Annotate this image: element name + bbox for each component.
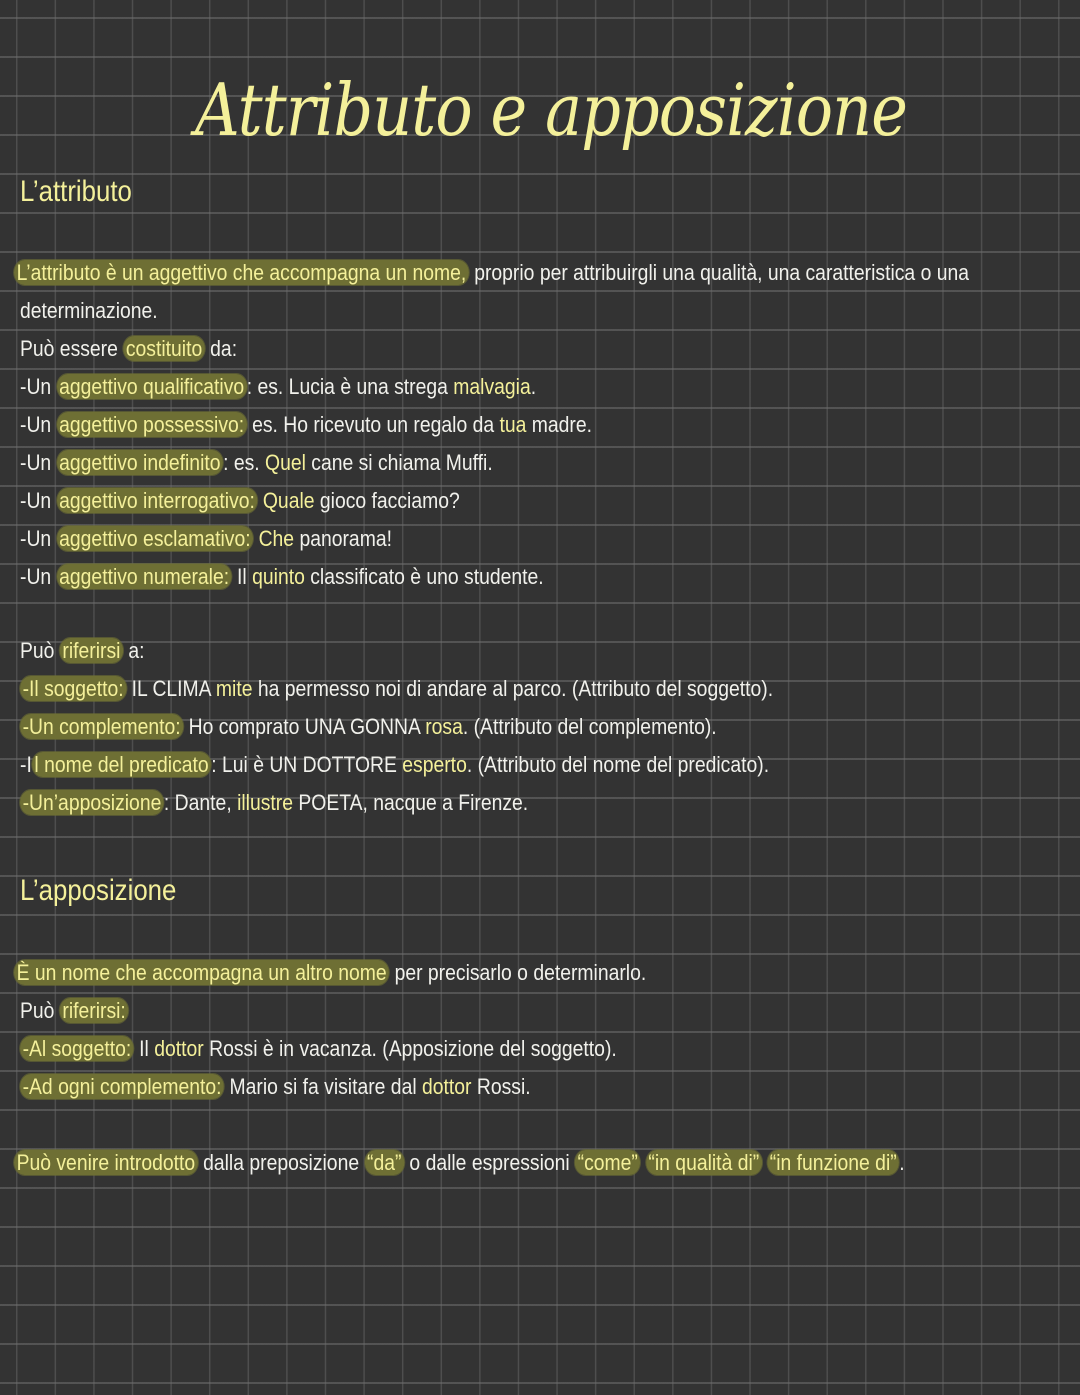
ref-nome-predicato	[20, 750, 769, 780]
section-heading-apposizione: L’apposizione	[20, 874, 177, 907]
highlighted-text: aggettivo esclamativo:	[57, 526, 254, 551]
highlighted-text: riferirsi:	[60, 998, 129, 1023]
text-span: Il	[231, 564, 253, 589]
attributo-definition-cont: determinazione.	[20, 298, 158, 323]
text-span: -Un	[20, 450, 57, 475]
text-span: -Un	[20, 564, 57, 589]
example-word: illustre	[237, 790, 293, 815]
text-span: -Un	[20, 412, 57, 437]
highlighted-text: l nome del predicato	[32, 752, 211, 777]
type-possessivo	[20, 410, 592, 440]
highlighted-text: È un nome che accompagna un altro nome	[14, 960, 389, 985]
text-span: Ho comprato UNA GONNA	[183, 714, 426, 739]
text-span: IL CLIMA	[126, 676, 216, 701]
ref-complemento	[20, 712, 717, 742]
highlighted-text: aggettivo indefinito	[57, 450, 224, 475]
text-span: per precisarlo o determinarlo.	[389, 960, 647, 985]
text-span: Può essere	[20, 336, 124, 361]
app-ref-complemento	[20, 1072, 531, 1102]
text-span: Il	[133, 1036, 155, 1061]
highlighted-text: -Al soggetto:	[20, 1036, 134, 1061]
apposizione-introduction	[14, 1148, 905, 1178]
highlighted-text: “in funzione di”	[767, 1150, 899, 1175]
example-word: mite	[215, 676, 253, 701]
highlighted-text: -Ad ogni complemento:	[20, 1074, 224, 1099]
section-heading-attributo: L’attributo	[20, 175, 132, 208]
text-span: -Un	[20, 374, 57, 399]
type-numerale	[20, 562, 544, 592]
text-span: Può	[20, 638, 60, 663]
text-span: POETA, nacque a Firenze.	[292, 790, 529, 815]
example-word: quinto	[252, 564, 305, 589]
text-span: a:	[123, 638, 145, 663]
riferirsi-line	[20, 636, 145, 666]
highlighted-text: -Un’apposizione	[20, 790, 164, 815]
ref-apposizione	[20, 788, 528, 818]
highlighted-text: “da”	[364, 1150, 404, 1175]
highlighted-text: “in qualità di”	[646, 1150, 762, 1175]
type-esclamativo	[20, 524, 392, 554]
text-span: panorama!	[294, 526, 392, 551]
text-span: Può	[20, 998, 60, 1023]
ref-soggetto	[20, 674, 773, 704]
apposizione-definition	[14, 958, 646, 988]
type-indefinito	[20, 448, 493, 478]
text-span: -I	[20, 752, 32, 777]
text-span: dalla preposizione	[197, 1150, 365, 1175]
highlighted-text: “come”	[575, 1150, 640, 1175]
highlighted-text: aggettivo interrogativo:	[57, 488, 258, 513]
highlighted-text: Può venire introdotto	[14, 1150, 198, 1175]
text-span	[640, 1150, 645, 1175]
costituito-line	[20, 334, 237, 364]
example-word: tua	[499, 412, 527, 437]
text-span: . (Attributo del complemento).	[462, 714, 717, 739]
text-span: Mario si fa visitare dal	[224, 1074, 423, 1099]
text-span: : es.	[223, 450, 266, 475]
example-word: esperto	[402, 752, 467, 777]
text-span: cane si chiama Muffi.	[305, 450, 493, 475]
highlighted-text: aggettivo possessivo:	[57, 412, 247, 437]
app-ref-soggetto	[20, 1034, 617, 1064]
highlight: L’attributo è un aggettivo che accompagna un nome,	[14, 260, 469, 285]
text-span: da:	[204, 336, 238, 361]
example-word: dottor	[422, 1074, 472, 1099]
text-span: o dalle espressioni	[404, 1150, 576, 1175]
example-word: Che	[258, 526, 295, 551]
example-word: rosa	[425, 714, 463, 739]
type-interrogativo	[20, 486, 460, 516]
text-span: : Dante,	[163, 790, 238, 815]
example-word: malvagia	[453, 374, 531, 399]
example-word: dottor	[154, 1036, 204, 1061]
text-span: Rossi è in vacanza. (Apposizione del soggetto).	[203, 1036, 617, 1061]
text-span: : Lui è UN DOTTORE	[211, 752, 403, 777]
example-word: Quale	[262, 488, 315, 513]
highlight: costituito	[123, 336, 205, 361]
text-span: madre.	[526, 412, 593, 437]
highlighted-text: -Il soggetto:	[20, 676, 126, 701]
text-span: -Un	[20, 488, 57, 513]
example-word: Quel	[265, 450, 306, 475]
highlighted-text: aggettivo numerale:	[57, 564, 232, 589]
text-span: . (Attributo del nome del predicato).	[466, 752, 770, 777]
highlighted-text: aggettivo qualificativo	[57, 374, 247, 399]
text-span: Rossi.	[471, 1074, 531, 1099]
type-qualificativo	[20, 372, 536, 402]
text-span: .	[899, 1150, 905, 1175]
highlighted-text: riferirsi	[60, 638, 123, 663]
highlighted-text: -Un complemento:	[20, 714, 183, 739]
apposizione-riferirsi	[20, 996, 128, 1026]
text-span: es. Ho ricevuto un regalo da	[246, 412, 500, 437]
text-span: ha permesso noi di andare al parco. (Attributo del soggetto).	[252, 676, 774, 701]
text-span: proprio per attribuirgli una qualità, una caratteristica o una	[468, 260, 970, 285]
text-span: .	[530, 374, 537, 399]
text-span: classificato è uno studente.	[304, 564, 544, 589]
text-span: gioco facciamo?	[314, 488, 460, 513]
text-span: : es. Lucia è una strega	[246, 374, 454, 399]
attributo-definition	[14, 258, 969, 288]
text-span: -Un	[20, 526, 57, 551]
page-title: Attributo e apposizione	[195, 68, 907, 153]
